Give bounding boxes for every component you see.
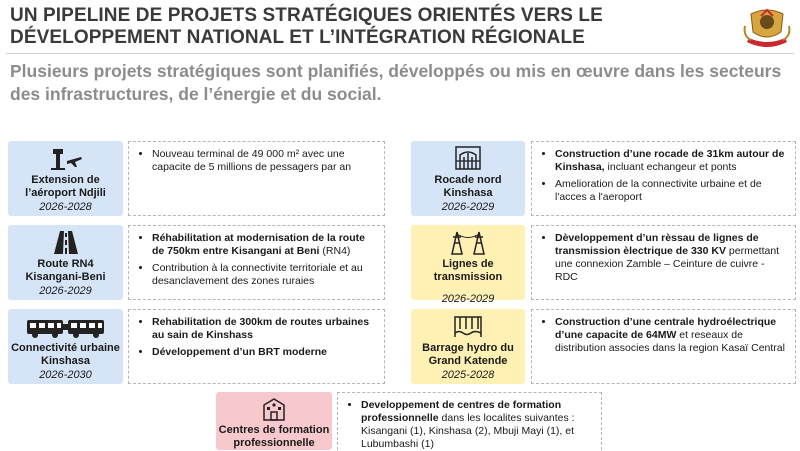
project-card-vocational-centres	[216, 392, 332, 450]
header-divider	[6, 53, 794, 54]
subtitle: Plusieurs projets stratégiques sont planifiés, développés ou mis en œuvre dans les secteurs des infrastructures, de l’énergie et du social.	[10, 61, 782, 104]
title-line-1: UN PIPELINE DE PROJETS STRATÉGIQUES ORIENTÉS VERS LE	[10, 5, 603, 26]
hydro-dam-icon	[453, 313, 483, 339]
project-card-rocade	[411, 141, 525, 216]
project-card-road	[8, 225, 123, 300]
project-name: Lignes de transmission	[433, 258, 503, 283]
school-building-icon	[261, 396, 287, 421]
road-icon	[52, 229, 80, 255]
power-pylon-icon	[448, 229, 488, 255]
list-item: • Contribution à la connectivite territoriale et au desanclavement des zones ruraies	[152, 262, 376, 288]
project-desc-urban-connectivity	[128, 309, 385, 384]
project-desc-hydro-dam	[531, 309, 796, 384]
list-item: • Rehabilitation de 300km de routes urbaines au sain de Kinshass	[152, 316, 376, 342]
coat-of-arms-icon	[741, 2, 793, 48]
project-years: 2026-2030	[39, 369, 92, 381]
project-desc-road	[128, 225, 385, 300]
project-years: 2025-2028	[441, 369, 495, 381]
project-years: 2026-2028	[39, 201, 92, 213]
bus-icon	[26, 313, 106, 339]
list-item: • Construction d’une centrale hydroélectrique d’une capacite de 64MW et reseaux de distribution associes dans la region Kasaï Central	[555, 316, 787, 355]
title-line-2: DÉVELOPPEMENT NATIONAL ET L’INTÉGRATION RÉGIONALE	[10, 27, 585, 48]
project-desc-transmission	[531, 225, 796, 300]
project-desc-vocational-centres	[337, 392, 602, 450]
project-name: Extension de l’aéroport Ndjili	[25, 174, 106, 199]
project-name: Barrage hydro du Grand Katende	[422, 342, 514, 367]
project-desc-airport	[128, 141, 385, 216]
list-item: • Amelioration de la connectivite urbaine et de l'acces a l'aeroport	[555, 178, 787, 204]
list-item: • Nouveau terminal de 49 000 m² avec une capacite de 5 millions de pessagers par an	[152, 148, 376, 174]
airport-tower-icon	[49, 145, 83, 171]
project-years: 2026-2029	[441, 201, 495, 213]
project-card-airport	[8, 141, 123, 216]
project-name: Connectivité urbaine Kinshasa	[11, 342, 120, 367]
list-item: • Developpement de centres de formation professionnelle dans les localites suivantes : Kisangani (1), Kinshasa (2), Mbuji Mayi (1), et Lubumbashi (1)	[361, 399, 593, 451]
list-item: • Réhabilitation at modernisation de la route de 750km entre Kisangani at Beni (RN4)	[152, 232, 376, 258]
project-years: 2026-2029	[441, 293, 495, 305]
project-card-urban-connectivity	[8, 309, 123, 384]
project-name: Centres de formation professionnelle	[218, 424, 330, 449]
project-years: 2026-2029	[39, 285, 92, 297]
list-item: • Construction d’une rocade de 31km autour de Kinshasa, incluant echangeur et ponts	[555, 148, 787, 174]
project-name: Rocade nord Kinshasa	[434, 174, 502, 199]
list-item: • Dèveloppement d’un rèssau de lignes de transmission èlectrique de 330 KV permettant une connexion Zamble – Ceinture de cuivre - RDC	[555, 232, 787, 284]
interchange-icon	[454, 145, 482, 171]
project-card-transmission	[411, 225, 525, 305]
list-item: • Développement d’un BRT moderne	[152, 346, 376, 359]
project-card-hydro-dam	[411, 309, 525, 384]
project-name: Route RN4 Kisangani-Beni	[25, 258, 106, 283]
page-title	[10, 5, 730, 49]
project-desc-rocade	[531, 141, 796, 216]
